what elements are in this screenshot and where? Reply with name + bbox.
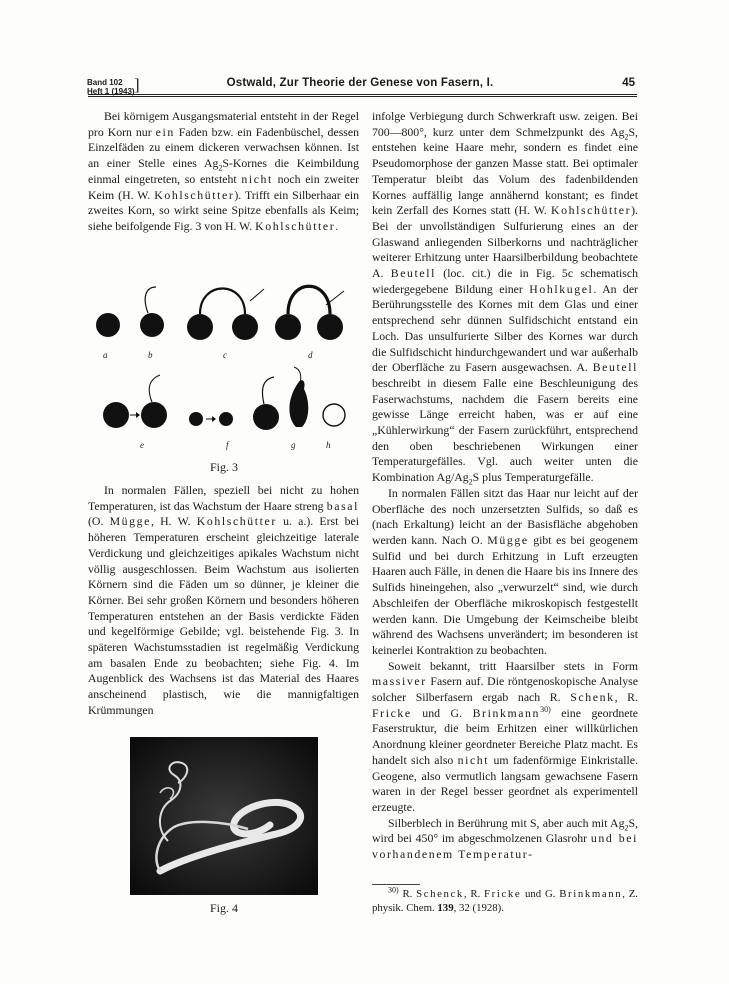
text-run: 2 [624, 823, 629, 832]
footnote-30 [372, 887, 638, 915]
fig3-grains-e [103, 375, 167, 428]
text-run: gibt es bei geogenem Sulfid und bei durch Erhitzung in Luft erzeugten Haaren auch Fälle, in denen die Haare bis ins Innere des Sulfids hineingehen, also „verwurzelt“ sind, wie durch Abschleifen der Oberfläche mikroskopisch festgestellt werden kann. Die Umgebung der Keimscheibe bleibt während des Wachsens unverändert; im besonderen ist keinerlei Kontraktion zu beobachten. [372, 532, 638, 657]
text-run: Kohlschütter [196, 514, 277, 529]
left-column-bottom [88, 483, 359, 719]
text-run: Brinkmann [472, 705, 541, 720]
text-run: , R. [463, 888, 485, 900]
fig3-hollow-h [323, 404, 345, 426]
text-run: 30) [388, 885, 399, 895]
text-run: Beutell [390, 266, 437, 281]
text-run: ). Trifft ein Silberhaar ein zweites Korn, so wirkt seine Spitze ebenfalls als Keim; siehe beifolgende Fig. 3 von H. W. [88, 187, 359, 233]
page-number: 45 [622, 77, 635, 89]
text-run: Schenk [570, 690, 615, 705]
text-run: Kohlschütter [255, 218, 336, 233]
fig3-grain-b [140, 287, 164, 337]
text-run: basal [326, 498, 359, 513]
fig3-label-d: d [308, 350, 313, 360]
text-run: ). Bei der unvollständigen Sulfurierung eines an der Glaswand anliegenden Silberkorns und nachträglicher weiterer Erhitzung unter Haarsilberbildung beobachtete A. [372, 203, 638, 281]
text-run: Hohlkugel [529, 281, 594, 296]
text-run: . [335, 218, 339, 233]
text-run: nicht [241, 171, 273, 186]
text-run: 2 [218, 163, 223, 173]
right-paragraph-3 [372, 659, 638, 816]
figure-4-photo [130, 737, 318, 895]
fig3-label-b: b [148, 350, 153, 360]
issue-line: Heft 1 (1943) [87, 87, 135, 96]
text-run: 2 [624, 132, 629, 142]
fig3-label-c: c [223, 350, 227, 360]
text-run: (O. [88, 514, 110, 529]
fig3-cone-g [289, 367, 308, 427]
footnote [372, 887, 638, 915]
text-run: 30) [540, 704, 551, 714]
text-run: Kohlschütter [154, 187, 235, 202]
text-run: 139 [437, 902, 454, 914]
text-run: Fricke [372, 705, 412, 720]
fig3-label-g: g [291, 440, 296, 450]
text-run: Schenck [416, 888, 464, 900]
figure-4-caption: Fig. 4 [209, 901, 238, 915]
text-run: 2 [468, 477, 473, 487]
volume-line: Band 102 [87, 78, 123, 87]
text-run: S, wird bei 450° im abgeschmolzenen Glasrohr [372, 815, 638, 846]
text-run: Faden bzw. ein Fadenbüschel, dessen Einzelfäden zu einem dickeren verwachsen können. Ist an einer Stelle eines Ag [88, 124, 360, 171]
fig3-grain-g [253, 377, 279, 430]
header-bracket: ] [134, 75, 140, 94]
text-run: R. [398, 888, 417, 900]
text-run: und G. [521, 888, 560, 900]
text-run: u. a.). Erst bei höheren Temperaturen erscheint gleichzeitige laterale Verdickung und gleichzeitiges apikales Wachstum nicht völlig ausgeschlossen. Beim Wachstum aus isolierten Körnern sind die Fäden um so dünner, je kleiner die Körner. Bei sehr großen Körnern und besonders höheren Temperaturen entstehen an der Basis verdickte Fäden und kegelförmige Gebilde; vgl. beistehende Fig. 3. In späteren Wachstumsstadien ist regelmäßig Verdickung am basalen Ende zu beobachten; siehe Fig. 4. Im Augenblick des Wachsens ist das Material des Haares anscheinend plastisch, wie die mannigfaltigen Krümmungen [88, 514, 359, 717]
fig3-grains-d [275, 286, 344, 340]
text-run: infolge Verbiegung durch Schwerkraft usw. zeigen. Bei 700—800°, kurz unter dem Schmelzpunkt des Ag [372, 109, 638, 139]
text-run: S plus Temperaturgefälle. [472, 470, 594, 485]
right-paragraph-4 [372, 816, 638, 863]
fig3-grain-a [96, 313, 120, 337]
text-run: In normalen Fällen sitzt das Haar nur leicht auf der Oberfläche des noch unzersetzten Sulfids, so daß es (nach Erkaltung) leicht an der Basisfläche abgehoben werden kann. Nach O. [372, 485, 638, 547]
text-run: nicht [457, 752, 490, 767]
text-run: S, entstehen keine Haare mehr, sondern es findet eine Pseudomorphose der ganzen Masse statt. Bei optimaler Temperatur bleibt das Volum des fadenbildenden Kornes auffällig lange annähernd konstant; es findet kein Zerfall des Kornes statt (H. W. [372, 124, 638, 218]
text-run: um fadenförmige Einkristalle. Geogene, also vermutlich langsam gewachsene Fasern waren in der Regel besser geordnet als experimentell erzeugte. [372, 752, 638, 814]
fig3-grains-c [187, 289, 264, 341]
fig3-label-e: e [140, 440, 144, 450]
text-run: Silberblech in Berührung mit S, aber auch mit Ag [388, 815, 625, 830]
text-run: Kohlschütter [550, 203, 632, 218]
text-run: (loc. cit.) die in Fig. 5c schematisch wiedergegebene Bildung einer [372, 266, 638, 296]
fig3-label-f: f [226, 440, 229, 450]
right-paragraph-1 [372, 109, 638, 486]
left-paragraph-1 [88, 109, 359, 235]
text-run: , 32 (1928). [453, 902, 504, 914]
text-run: beschreibt in diesem Falle eine Beschleunigung des Faserwachstums, nachdem die Fasern bereits eine gewisse Länge erreicht haben, was er auf eine „Kühlerwirkung“ der Fasern zurückführt, entsprechend den oben beschriebenen Wirkungen einer Temperaturgefälles. Vgl. auch weiter unten die Kombination Ag/Ag [372, 375, 638, 485]
text-run: , Z. physik. Chem. [372, 888, 638, 914]
text-run: Fasern auf. Die röntgenoskopische Analyse solcher Silberfasern ergab nach R. [372, 674, 638, 705]
text-run: In normalen Fällen, speziell bei nicht zu hohen Temperaturen, ist das Wachstum der Haare streng [88, 483, 359, 513]
left-column-top [88, 109, 359, 235]
fig3-grains-f [189, 412, 233, 426]
text-run: noch ein zweiter Keim (H. W. [88, 171, 359, 202]
text-run: und bei vorhandenem Temperatur- [372, 831, 638, 862]
fig3-label-h: h [326, 440, 331, 450]
text-run: Mügge [109, 514, 152, 529]
text-run: Brinkmann [559, 888, 623, 900]
figure-3-drawing [88, 275, 360, 455]
text-run: S-Kornes die Keimbildung einmal eingetreten, so entsteht [88, 156, 359, 186]
right-column [372, 109, 638, 863]
running-title: Ostwald, Zur Theorie der Genese von Fasern, I. [226, 77, 494, 89]
right-paragraph-2 [372, 486, 638, 659]
text-run: Bei körnigem Ausgangsmaterial entsteht in der Regel pro Korn nur [88, 109, 359, 139]
text-run: massiver [372, 674, 427, 689]
text-run: . An der Berührungsstelle des Kornes mit dem Glas und einer entsprechend sehr dünnen Sulfidschicht entstand ein Loch. Das unsulfurierte Silber des Kornes war durch die Sulfidschicht hindurchgewandert und war außerhalb der Oberfläche zu Fasern ausgewachsen. A. [372, 281, 638, 375]
text-run: , R. [614, 690, 638, 705]
text-run: Beutell [592, 360, 638, 375]
text-run: und G. [411, 705, 473, 720]
header-rule [88, 94, 637, 97]
text-run: Mügge [487, 532, 529, 547]
text-run: Soweit bekannt, tritt Haarsilber stets in Form [388, 658, 638, 673]
text-run: eine geordnete Faserstruktur, die beim Erhitzen einer willkürlichen Anordnung kleiner geordneter Bereiche Platz macht. Es handelt sich also [372, 705, 638, 767]
text-run: Fricke [484, 888, 522, 900]
text-run: ein [155, 124, 175, 139]
figure-3-caption: Fig. 3 [209, 460, 238, 474]
left-paragraph-2 [88, 483, 359, 719]
fig3-label-a: a [103, 350, 108, 360]
text-run: , H. W. [151, 514, 197, 529]
